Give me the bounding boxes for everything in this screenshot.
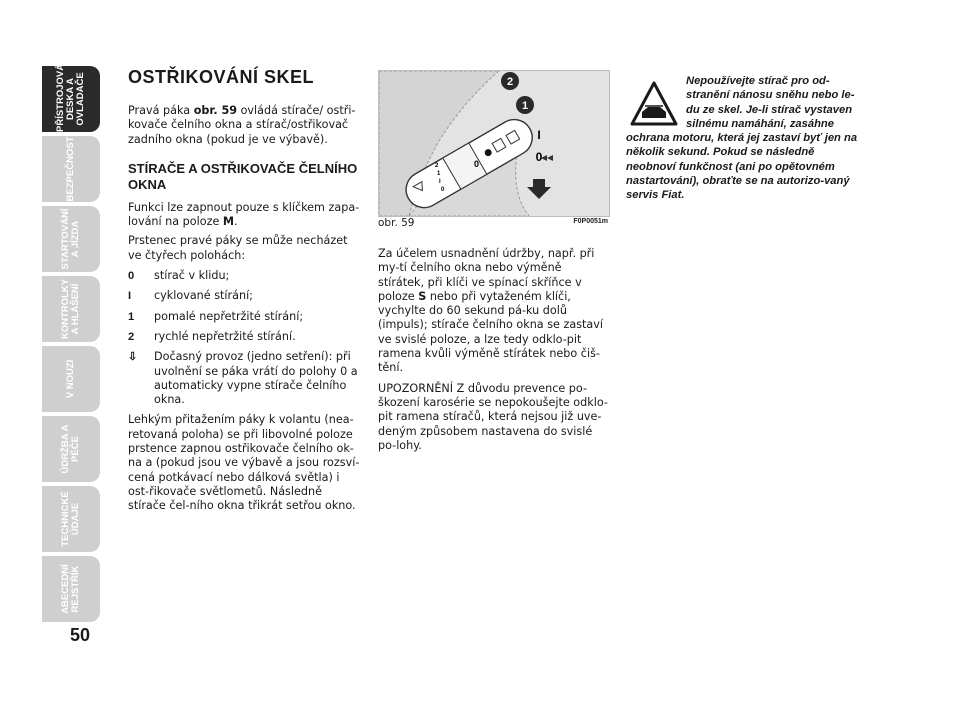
list-key: ⇩ xyxy=(128,351,138,364)
tab-v-nouzi[interactable] xyxy=(42,346,100,416)
tab-label: ABECEDNÍ REJSTŘÍK xyxy=(60,564,81,614)
tab-label: PŘÍSTROJOVÁ DESKA A OVLADAČE xyxy=(55,63,86,132)
list-text: rychlé nepřetržité stírání. xyxy=(154,329,296,343)
list-key: 1 xyxy=(128,310,135,323)
paragraph: Lehkým přitažením páky k volantu (nea-retovaná poloha) se při libovolné poloze prstence zapnou ostřikovače čelního ok-na a (pokud jsou ve výbavě a jsou rozsví-cená potkávací nebo dálková světla) i ost-řikovače světlometů. Následně stírače čel-ního okna třikrát setřou okno. xyxy=(128,413,360,513)
main-column xyxy=(128,66,360,519)
page-title: OSTŘIKOVÁNÍ SKEL xyxy=(128,67,315,87)
list-key: 2 xyxy=(128,330,135,343)
position-0-label: 0 xyxy=(535,150,543,164)
second-column xyxy=(378,247,610,459)
lever-illustration xyxy=(379,71,609,216)
figure-caption xyxy=(378,217,608,229)
tab-startovani[interactable] xyxy=(42,206,100,276)
ring-label: 0 xyxy=(441,187,445,193)
text: Funkci lze zapnout pouze s klíčkem zapa-lování na poloze xyxy=(128,200,360,229)
ring-zero-label: 0 xyxy=(474,159,480,169)
list-text: Dočasný provoz (jedno setření): při uvolnění se páka vrátí do polohy 0 a automaticky vypne stírače čelního okna. xyxy=(154,350,358,407)
text: nebo při vytaženém klíči, vychylte do 60 sekund pá-ku dolů (impuls); stírače čelního okna se zastaví ve svislé poloze, a lze tedy odklo-pit ramena kvůli výměně stírátek nebo čiš-tění. xyxy=(378,289,604,375)
key-position: S xyxy=(418,289,427,303)
figure-ref: obr. 59 xyxy=(193,104,238,117)
list-text: stírač v klidu; xyxy=(154,269,230,283)
text: ovládá stírače/ ostři-kovače čelního okna a stírač/ostřikovač zadního okna (pokud je ve výbavě). xyxy=(128,104,356,146)
tab-bezpecnost[interactable] xyxy=(42,136,100,206)
tab-label: TECHNICKÉ ÚDAJE xyxy=(60,491,81,547)
tab-label: KONTROLKY A HLÁŠENÍ xyxy=(60,278,81,340)
pull-arrow-icon xyxy=(547,155,553,161)
wiper-lever-figure xyxy=(378,70,610,217)
text: . xyxy=(234,215,238,229)
position-I-label: I xyxy=(537,128,541,142)
warning-box xyxy=(626,74,858,203)
tab-rejstrik[interactable] xyxy=(42,556,100,626)
tab-udrzba[interactable] xyxy=(42,416,100,486)
list-key: 0 xyxy=(128,270,135,283)
chapter-tabs xyxy=(42,63,100,626)
list-item xyxy=(128,289,360,303)
list-item xyxy=(128,310,360,324)
key-position: M xyxy=(222,215,235,229)
warning-text: Nepoužívejte stírač pro od-stranění nánosu sněhu nebo le-du ze skel. Je-li stírač vystaven silnému namáhání, zasáhne ochrana motoru, která jej zastaví byť jen na několik sekund. Pokud se následně neobnoví funkčnost (ani po opětovném nastartování), obraťte se na autorizo-vaný servis Fiat. xyxy=(626,75,858,202)
list-item xyxy=(128,269,360,283)
paragraph: Prstenec pravé páky se může necházet ve čtyřech polohách: xyxy=(128,234,348,262)
ring-label: I xyxy=(439,179,441,185)
marker-2-label: 2 xyxy=(506,76,514,88)
ring-label: 1 xyxy=(437,171,441,177)
list-item xyxy=(128,350,360,407)
paragraph: UPOZORNĚNÍ Z důvodu prevence po-škození karosérie se nepokoušejte odklo-pit ramena stíračů, která nejsou již uve-deným způsobem nastavena do svislé po-lohy. xyxy=(378,381,608,452)
ring-label: 2 xyxy=(435,163,439,169)
text: Za účelem usnadnění údržby, např. při my-tí čelního okna nebo výměně stírátek, při klíči ve spínací skříňce v poloze xyxy=(378,247,595,303)
page-number: 50 xyxy=(70,625,91,645)
intro-paragraph xyxy=(128,104,360,147)
list-text: pomalé nepřetržité stírání; xyxy=(154,309,304,323)
tab-pristrojova-deska[interactable] xyxy=(42,63,100,136)
figure-code: F0P0051m xyxy=(573,218,608,225)
figure-label: obr. 59 xyxy=(378,217,415,229)
marker-1-label: 1 xyxy=(521,100,529,112)
section-subtitle: STÍRAČE A OSTŘIKOVAČE ČELNÍHO OKNA xyxy=(128,160,358,192)
paragraph xyxy=(128,201,360,230)
tab-kontrolky[interactable] xyxy=(42,276,100,346)
text: Pravá páka xyxy=(128,104,194,117)
tab-technicke-udaje[interactable] xyxy=(42,486,100,556)
tab-label: V NOUZI xyxy=(65,359,76,399)
list-text: cyklované stírání; xyxy=(154,289,253,303)
tab-label: STARTOVÁNÍ A JÍZDA xyxy=(60,208,81,270)
list-item xyxy=(128,330,360,344)
tab-label: BEZPEČNOST xyxy=(65,136,76,202)
paragraph xyxy=(378,247,610,376)
down-arrow-icon xyxy=(527,179,551,199)
position-list xyxy=(128,269,360,407)
list-key: I xyxy=(128,290,132,303)
tab-label: ÚDRŽBA A PÉČE xyxy=(60,424,81,474)
warning-car-snow-icon xyxy=(630,80,678,128)
